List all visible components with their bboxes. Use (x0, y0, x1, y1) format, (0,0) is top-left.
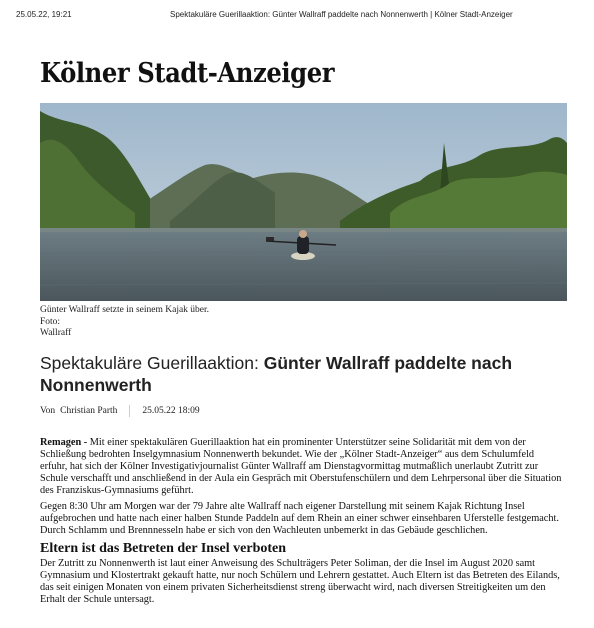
byline (40, 405, 200, 417)
paragraph-2: Gegen 8:30 Uhr am Morgen war der 79 Jahre alte Wallraff nach eigener Darstellung mit seinem Kajak Richtung Insel aufgebrochen und hatte nach einer halben Stunde Paddeln auf dem Rhein an einer schwer einsehbaren Uferstelle festgemacht. Durch Schlamm und Brennnesseln habe er sich von den Wachleuten unbemerkt in das Gebäude geschlichen. (40, 501, 559, 536)
hero-image[interactable] (40, 103, 567, 301)
article-body (40, 437, 562, 610)
article-headline (40, 352, 560, 396)
headline-title: Günter Wallraff paddelte nach Nonnenwerth (40, 353, 513, 395)
print-date: 25.05.22, 19:21 (16, 10, 72, 19)
print-page-title: Spektakuläre Guerillaaktion: Günter Wallraff paddelte nach Nonnenwerth | Kölner Stadt-Anzeiger (170, 10, 513, 19)
caption-text: Günter Wallraff setzte in seinem Kajak über. (40, 305, 210, 315)
dateline: Remagen - (40, 437, 88, 448)
photo-label: Foto: (40, 316, 61, 327)
byline-divider (129, 405, 130, 417)
paragraph-3: Der Zutritt zu Nonnenwerth ist laut einer Anweisung des Schulträgers Peter Soliman, der die Insel im August 2020 samt Gymnasium und Klostertrakt gekauft hatte, nur noch Schülern und Lehrern gestattet. Auch Eltern ist das Betreten des Eilands, das seit einigen Monaten von einem privaten Sicherheitsdienst streng überwacht wird, nach diversen Streitigkeiten um den Erhalt der Schule untersagt. (40, 558, 560, 605)
byline-prefix: Von (40, 406, 56, 416)
headline-kicker: Spektakuläre Guerillaaktion: (40, 353, 259, 373)
paragraph-1-text: Mit einer spektakulären Guerillaaktion hat ein prominenter Unterstützer seine Solidarität mit dem von der Schließung bedrohten Inselgymnasium Nonnenwerth bekundet. Wie der „Kölner Stadt-Anzeiger“ aus dem Schulumfeld erfuhr, hat sich der Kölner Investigativjournalist Günter Wallraff am Dienstagvormittag mutmaßlich unerlaubt Zutritt zur Schule verschafft und anschließend in der Aula ein Gespräch mit Oberstufenschülern und dem Lehrpersonal über die Situation des Franziskus-Gymnasiums geführt. (40, 437, 562, 496)
photo-credit: Wallraff (40, 328, 72, 338)
kayak-river-photo (40, 103, 567, 301)
paragraph-1 (40, 437, 562, 497)
print-header (0, 10, 594, 24)
author-link[interactable]: Christian Parth (60, 406, 118, 416)
site-logo[interactable]: Kölner Stadt-Anzeiger (40, 58, 335, 89)
publish-datetime: 25.05.22 18:09 (142, 406, 200, 416)
image-caption (40, 305, 209, 340)
article-subheading: Eltern ist das Betreten der Insel verboten (40, 541, 287, 556)
